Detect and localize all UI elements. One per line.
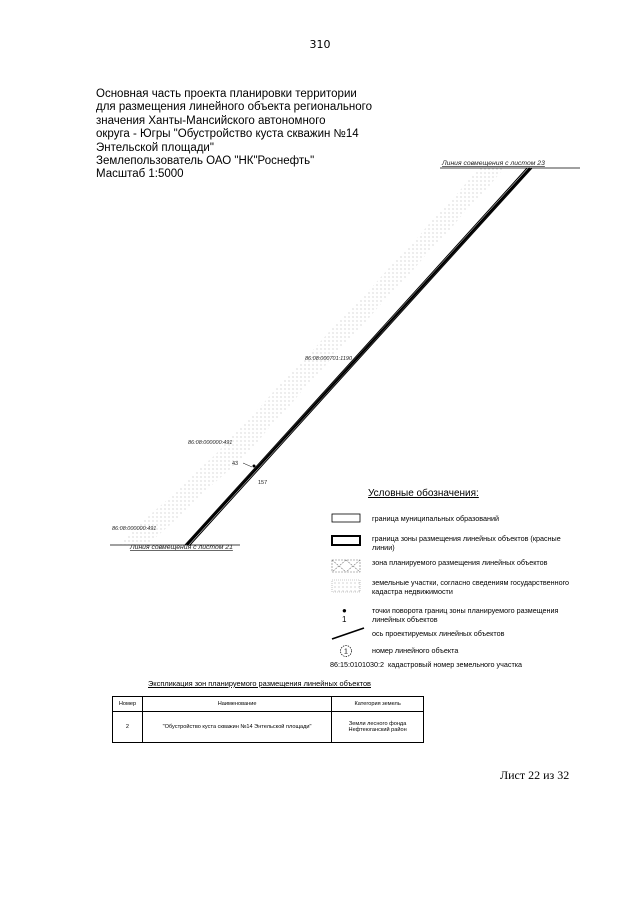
cadastral-number-symbol: 86:15:0101030:2 <box>330 660 384 669</box>
title-line: Землепользователь ОАО "НК"Роснефть" <box>96 155 315 168</box>
axis-line-icon <box>330 626 368 640</box>
column-header: Категория земель <box>332 697 424 712</box>
planned-zone-icon <box>330 558 364 574</box>
cell-number: 2 <box>113 712 143 743</box>
legend-text: номер линейного объекта <box>372 646 459 655</box>
zone-boundary-right <box>190 168 532 545</box>
title-line: значения Ханты-Мансийского автономного <box>96 114 326 127</box>
red-line-boundary-icon <box>330 534 364 548</box>
cadastral-label: 86:08:000701:1190 <box>305 356 352 362</box>
category-line: Нефтеюганский район <box>348 727 407 733</box>
title-line: Масштаб 1:5000 <box>96 168 184 181</box>
title-line: для размещения линейного объекта регионального <box>96 101 372 114</box>
object-number-value: 1 <box>344 648 348 656</box>
cadastral-label: 86:08:000000:491 <box>112 526 157 532</box>
object-number-icon <box>330 644 364 658</box>
title-line: Энтельской площади" <box>96 141 214 154</box>
legend-text: земельные участки, согласно сведениям государственного кадастра недвижимости <box>372 578 570 596</box>
legend-text: ось проектируемых линейных объектов <box>372 629 505 638</box>
sheet-label: Лист 22 из 32 <box>500 768 570 782</box>
title-line: округа - Югры "Обустройство куста скважин №14 <box>96 128 359 141</box>
legend-text: граница зоны размещения линейных объектов (красные линии) <box>372 534 561 552</box>
turn-point-label: 157 <box>258 480 268 486</box>
turn-point-number: 1 <box>342 615 347 624</box>
column-header: Наименование <box>142 697 331 712</box>
top-join-label: Линия совмещения с листом 23 <box>442 160 545 167</box>
cell-category <box>332 712 424 743</box>
municipal-boundary-icon <box>330 512 364 524</box>
category-line: Земли лесного фонда <box>348 721 407 727</box>
legend-text: зона планируемого размещения линейных объектов <box>372 558 548 567</box>
legend-text: кадастровый номер земельного участка <box>387 660 523 669</box>
title-line: Основная часть проекта планировки территории <box>96 88 357 100</box>
table-row <box>113 712 424 743</box>
legend-item <box>330 660 522 669</box>
explication-table <box>112 696 424 743</box>
turn-point-icon: ● 1 <box>342 606 347 624</box>
page-number: 310 <box>309 38 331 51</box>
legend-text: точки поворота границ зоны планируемого размещения линейных объектов <box>372 606 559 624</box>
legend-heading: Условные обозначения: <box>368 488 479 499</box>
cadastral-label: 86:08:000000:491 <box>188 440 233 446</box>
point-leader <box>243 463 252 467</box>
turn-point-label: 43 <box>232 461 239 467</box>
bottom-join-label: Линия совмещения с листом 21 <box>130 544 233 551</box>
column-header: Номер <box>113 697 143 712</box>
turn-point <box>253 465 256 468</box>
land-plot-icon <box>330 578 364 594</box>
legend-text: граница муниципальных образований <box>372 514 499 523</box>
cell-name: "Обустройство куста скважин №14 Энтельской площади" <box>142 712 331 743</box>
table-header-row <box>113 697 424 712</box>
table-title: Экспликация зон планируемого размещения линейных объектов <box>148 679 371 688</box>
